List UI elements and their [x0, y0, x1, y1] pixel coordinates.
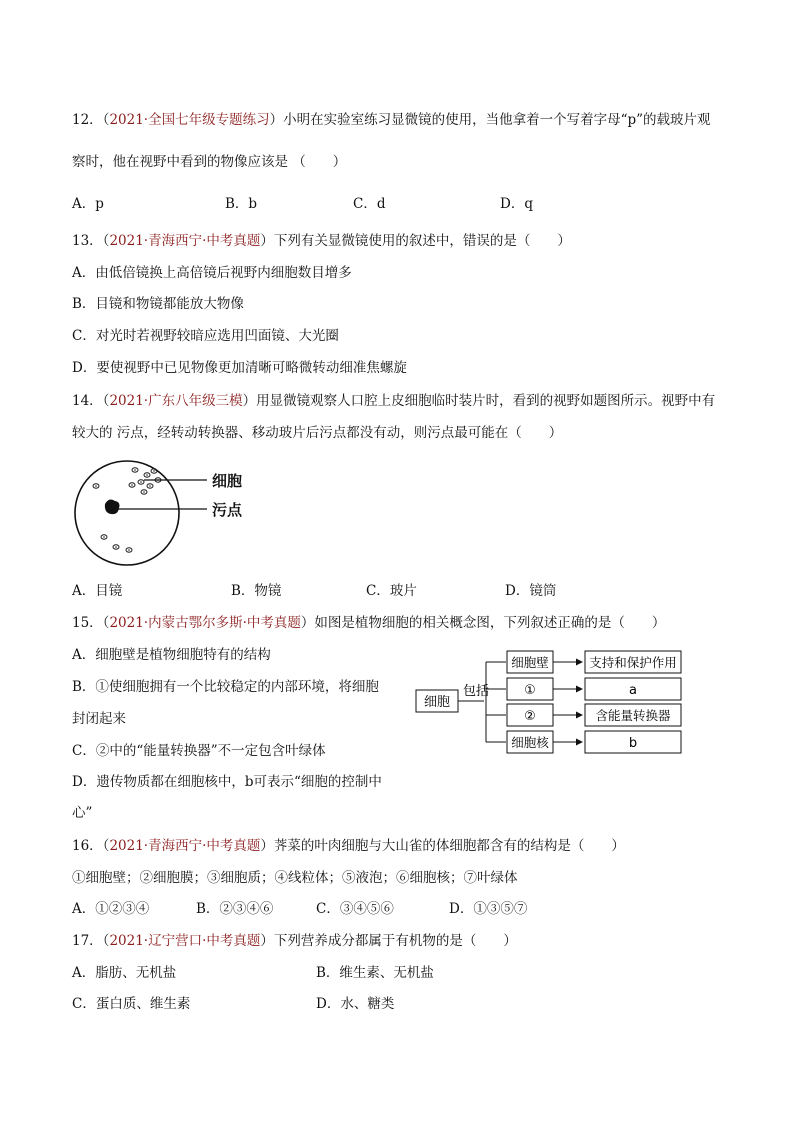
- question-17-stem: 17．（2021·辽宁营口·中考真题）下列营养成分都属于有机物的是（ ）: [72, 933, 517, 949]
- question-16-items: ①细胞壁；②细胞膜；③细胞质；④线粒体；⑤液泡；⑥细胞核；⑦叶绿体: [72, 870, 518, 886]
- question-12-option-b: B．b: [225, 196, 258, 212]
- question-13-option-d: D．要使视野中已见物像更加清晰可略微转动细准焦螺旋: [72, 360, 407, 376]
- field-of-view-circle: [75, 461, 179, 565]
- question-12-stem-line1: 12．（2021·全国七年级专题练习）小明在实验室练习显微镜的使用，当他拿着一个写着字母“p”的载玻片观: [72, 112, 711, 128]
- question-17-option-d: D．水、糖类: [316, 996, 395, 1012]
- diagram-root-label: 细胞: [423, 695, 451, 710]
- question-14-option-c: C．玻片: [366, 583, 417, 599]
- question-16-option-b: B．②③④⑥: [196, 901, 274, 917]
- question-17-option-a: A．脂肪、无机盐: [72, 965, 177, 981]
- function-energy: 含能量转换器: [595, 708, 671, 723]
- part-2: ②: [524, 709, 536, 724]
- part-cell-wall: 细胞壁: [511, 655, 549, 670]
- function-b: b: [628, 736, 638, 751]
- question-14-stem-line1: 14．（2021·广东八年级三模）用显微镜观察人口腔上皮细胞临时装片时，看到的视野如题图所示。视野中有: [72, 393, 716, 409]
- question-16-option-a: A．①②③④: [72, 901, 150, 917]
- question-12-stem-line2: 察时，他在视野中看到的物像应该是 （ ）: [72, 154, 347, 170]
- question-15-stem: 15．（2021·内蒙古鄂尔多斯·中考真题）如图是植物细胞的相关概念图，下列叙述正确的是（ ）: [72, 615, 666, 631]
- question-12-source: 2021·全国七年级专题练习: [109, 112, 270, 128]
- question-12-option-d: D．q: [500, 196, 533, 212]
- question-13-option-a: A．由低倍镜换上高倍镜后视野内细胞数目增多: [72, 265, 352, 281]
- part-1: ①: [524, 683, 536, 698]
- question-13-stem: 13．（2021·青海西宁·中考真题）下列有关显微镜使用的叙述中，错误的是（ ）: [72, 233, 571, 249]
- question-17-option-b: B．维生素、无机盐: [316, 965, 434, 981]
- question-15-option-d-cont: 心”: [72, 805, 93, 821]
- question-13-option-b: B．目镜和物镜都能放大物像: [72, 296, 244, 312]
- question-15-option-a: A．细胞壁是植物细胞特有的结构: [72, 647, 271, 663]
- label-cell: 细胞: [212, 472, 243, 490]
- question-16-option-d: D．①③⑤⑦: [449, 901, 528, 917]
- question-12-option-c: C．d: [353, 196, 386, 212]
- question-16-stem: 16．（2021·青海西宁·中考真题）荠菜的叶肉细胞与大山雀的体细胞都含有的结构是（ ）: [72, 838, 625, 854]
- label-dirt: 污点: [212, 501, 243, 519]
- question-15-option-b-cont: 封闭起来: [72, 711, 126, 727]
- function-support: 支持和保护作用: [589, 655, 677, 670]
- question-16-option-c: C．③④⑤⑥: [316, 901, 394, 917]
- question-14-source: 2021·广东八年级三模: [109, 393, 243, 409]
- question-13-source: 2021·青海西宁·中考真题: [109, 233, 261, 249]
- question-13-option-c: C．对光时若视野较暗应选用凹面镜、大光圈: [72, 328, 339, 344]
- dirt-spot: [105, 500, 120, 515]
- question-14-option-b: B．物镜: [231, 583, 282, 599]
- cell-concept-diagram: [410, 648, 690, 760]
- microscope-field-figure: [72, 455, 262, 575]
- question-15-source: 2021·内蒙古鄂尔多斯·中考真题: [109, 615, 301, 631]
- question-15-option-d: D．遗传物质都在细胞核中，b可表示“细胞的控制中: [72, 774, 382, 790]
- question-12-option-a: A．p: [72, 196, 104, 212]
- question-14-option-d: D．镜筒: [505, 583, 557, 599]
- function-a: a: [629, 683, 637, 698]
- part-nucleus: 细胞核: [511, 735, 549, 750]
- question-15-option-c: C．②中的“能量转换器”不一定包含叶绿体: [72, 743, 326, 759]
- question-14-stem-line2: 较大的 污点，经转动转换器、移动玻片后污点都没有动，则污点最可能在（ ）: [72, 425, 563, 441]
- question-17-source: 2021·辽宁营口·中考真题: [109, 933, 261, 949]
- question-16-source: 2021·青海西宁·中考真题: [109, 838, 261, 854]
- diagram-link-label: 包括: [462, 684, 490, 699]
- question-14-option-a: A．目镜: [72, 583, 123, 599]
- question-15-option-b: B．①使细胞拥有一个比较稳定的内部环境，将细胞: [72, 679, 379, 695]
- question-17-option-c: C．蛋白质、维生素: [72, 996, 191, 1012]
